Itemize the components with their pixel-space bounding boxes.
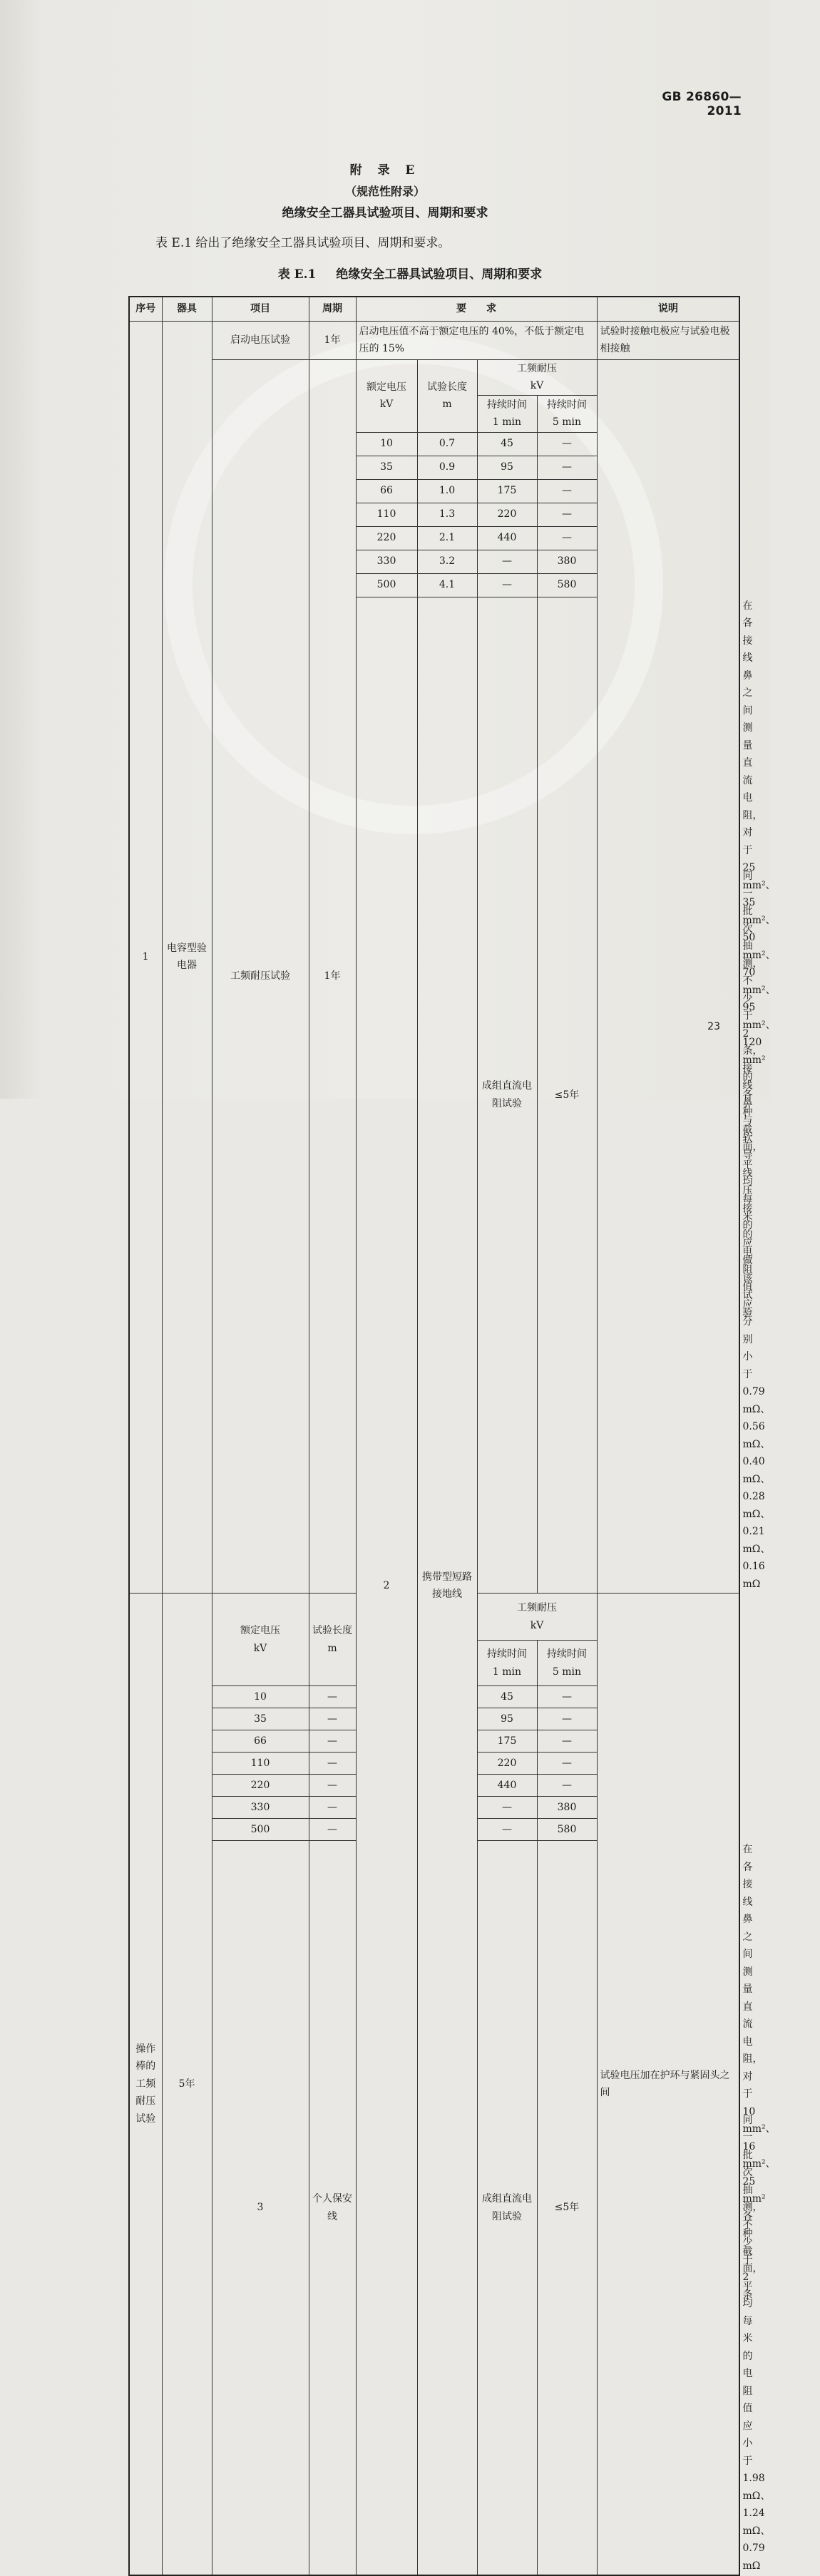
header-period: 周期 <box>309 297 356 321</box>
cell: 440 <box>477 1775 537 1797</box>
table-caption-number: 表 E.1 <box>277 267 317 282</box>
row1-note-a: 试验时接触电极应与试验电极相接触 <box>597 321 739 359</box>
cell: 580 <box>537 1819 597 1841</box>
intro-text: 表 E.1 给出了绝缘安全工器具试验项目、周期和要求。 <box>155 236 451 250</box>
table-row <box>129 321 739 359</box>
cell: 110 <box>356 503 417 526</box>
header-tool: 器具 <box>162 297 212 321</box>
header-no: 序号 <box>129 297 162 321</box>
page-number: 23 <box>707 1021 720 1032</box>
cell: 330 <box>212 1797 309 1819</box>
cell: — <box>537 456 597 479</box>
table-row: 3 个人保安线 成组直流电阻试验 ≤5年 在各接线鼻之间测量直流电阻，对于 10 mm²、16 mm²、25 mm² 各种截面，平均每米的电阻值应小于 1.98 mΩ、1.24 mΩ、0.79 mΩ 同一批次抽测，不少于 2 条 <box>129 1841 739 2576</box>
row2-note-b: 试验电压加在护环与紧固头之间 <box>597 1594 739 2576</box>
row1-period-a: 1年 <box>309 321 356 359</box>
table-caption-title: 绝缘安全工器具试验项目、周期和要求 <box>336 267 543 282</box>
cell: 500 <box>212 1819 309 1841</box>
row3-item: 成组直流电阻试验 <box>477 1841 537 2576</box>
cell: — <box>477 573 537 597</box>
cell: — <box>309 1686 356 1708</box>
cell: — <box>477 1819 537 1841</box>
table-header-row <box>129 297 739 321</box>
cell: 0.9 <box>417 456 477 479</box>
cell: — <box>309 1797 356 1819</box>
cell: 3.2 <box>417 550 477 573</box>
sub-header-test-length: 试验长度 m <box>309 1594 356 1686</box>
header-item: 项目 <box>212 297 309 321</box>
cell: — <box>309 1819 356 1841</box>
row1-item-b: 工频耐压试验 <box>212 359 309 1594</box>
cell: — <box>537 1708 597 1730</box>
row2-tool: 携带型短路接地线 <box>417 597 477 2575</box>
cell: 66 <box>356 479 417 503</box>
table-row: 2 携带型短路接地线 成组直流电阻试验 ≤5年 在各接线鼻之间测量直流电阻，对于 25 mm²、35 mm²、50 mm²、70 mm²、95 mm²、120 mm² 的各种截面，平均每米的电阻值应分别小于 0.79 mΩ、0.56 mΩ、0.40 mΩ、0.28 mΩ、0.21 mΩ、0.16 mΩ 同一批次抽测，不少于 2 条，接线鼻与软导线压接的应做该试验 <box>129 597 739 1594</box>
sub-header-rated-voltage: 额定电压 kV <box>356 359 417 432</box>
row1-req-a: 启动电压值不高于额定电压的 40%，不低于额定电压的 15% <box>356 321 597 359</box>
sub-header-duration-1: 持续时间 1 min <box>477 395 537 432</box>
row3-period: ≤5年 <box>537 1841 597 2576</box>
appendix-label: 附 录 E <box>349 163 421 178</box>
cell: 95 <box>477 1708 537 1730</box>
row1-no: 1 <box>129 321 162 1594</box>
cell: — <box>309 1708 356 1730</box>
sub-header-duration-5: 持续时间 5 min <box>537 1641 597 1686</box>
header-note: 说明 <box>597 297 739 321</box>
sub-header-rated-voltage: 额定电压 kV <box>212 1594 309 1686</box>
cell: 66 <box>212 1730 309 1753</box>
cell: 35 <box>356 456 417 479</box>
row2-no: 2 <box>356 597 417 2575</box>
row2-period-a: ≤5年 <box>537 597 597 1594</box>
header-requirement: 要 求 <box>356 297 597 321</box>
sub-header-test-length: 试验长度 m <box>417 359 477 432</box>
cell: — <box>309 1775 356 1797</box>
row2-item-a: 成组直流电阻试验 <box>477 597 537 1594</box>
table-row <box>129 359 739 395</box>
cell: 2.1 <box>417 526 477 550</box>
cell: — <box>537 1775 597 1797</box>
cell: 10 <box>356 432 417 456</box>
cell: 220 <box>356 526 417 550</box>
cell: 220 <box>477 503 537 526</box>
test-items-table <box>128 296 776 2576</box>
cell: 440 <box>477 526 537 550</box>
cell: 580 <box>537 573 597 597</box>
cell: 500 <box>356 573 417 597</box>
cell: 4.1 <box>417 573 477 597</box>
sub-header-duration-5: 持续时间 5 min <box>537 395 597 432</box>
cell: 380 <box>537 1797 597 1819</box>
sub-header-withstand: 工频耐压 kV <box>477 1594 597 1641</box>
cell: 10 <box>212 1686 309 1708</box>
cell: — <box>309 1730 356 1753</box>
cell: 1.3 <box>417 503 477 526</box>
row1-period-b: 1年 <box>309 359 356 1594</box>
cell: 175 <box>477 479 537 503</box>
row1-tool: 电容型验电器 <box>162 321 212 1594</box>
cell: 35 <box>212 1708 309 1730</box>
cell: 220 <box>477 1753 537 1775</box>
row3-tool: 个人保安线 <box>309 1841 356 2576</box>
cell: 175 <box>477 1730 537 1753</box>
cell: 380 <box>537 550 597 573</box>
cell: 0.7 <box>417 432 477 456</box>
cell: — <box>477 1797 537 1819</box>
row1-item-a: 启动电压试验 <box>212 321 309 359</box>
standard-number: GB 26860—2011 <box>662 90 742 118</box>
cell: — <box>537 1686 597 1708</box>
appendix-title: 绝缘安全工器具试验项目、周期和要求 <box>282 206 488 220</box>
cell: 1.0 <box>417 479 477 503</box>
cell: — <box>309 1753 356 1775</box>
cell: 220 <box>212 1775 309 1797</box>
cell: 95 <box>477 456 537 479</box>
cell: — <box>537 503 597 526</box>
cell: — <box>537 1730 597 1753</box>
cell: 110 <box>212 1753 309 1775</box>
row2-item-b: 操作棒的工频耐压试验 <box>129 1594 162 2576</box>
sub-header-duration-1: 持续时间 1 min <box>477 1641 537 1686</box>
cell: 45 <box>477 432 537 456</box>
row3-no: 3 <box>212 1841 309 2576</box>
appendix-normative: （规范性附录） <box>344 185 425 198</box>
cell: — <box>537 479 597 503</box>
cell: — <box>537 1753 597 1775</box>
row2-period-b: 5年 <box>162 1594 212 2576</box>
cell: — <box>537 432 597 456</box>
cell: — <box>477 550 537 573</box>
cell: 45 <box>477 1686 537 1708</box>
table-caption <box>0 264 820 282</box>
row1-note-b <box>597 359 739 1594</box>
cell: 330 <box>356 550 417 573</box>
sub-header-withstand: 工频耐压 kV <box>477 359 597 395</box>
cell: — <box>537 526 597 550</box>
